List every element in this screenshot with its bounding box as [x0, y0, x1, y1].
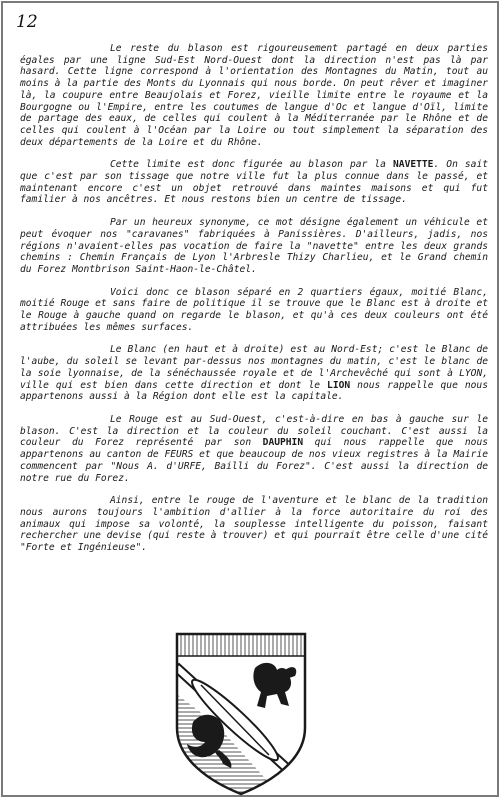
page-frame [1, 1, 499, 797]
shield-icon [171, 630, 311, 796]
paragraph-5: Le Blanc (en haut et à droite) est au Nord-Est; c'est le Blanc de l'aube, du soleil se levant par-dessus nos montagnes du matin, c'est le blanc de la soie lyonnaise, de la sénéchaussée royale et de l'Archevêché qui sont à LYON, ville qui est bien dans cette direction et dont le LION nous rappelle que nous appartenons aussi à la Région dont elle est la capitale. [20, 344, 488, 403]
paragraph-1: Le reste du blason est rigoureusement partagé en deux parties égales par une ligne Sud-Est Nord-Ouest dont la direction n'est pas là par hasard. Cette ligne correspond à l'orientation des Montagnes du Matin, tout au moins à la partie des Monts du Lyonnais qui nous borde. On peut rêver et imaginer là, la coupure entre Beaujolais et Forez, vieille limite entre le royaume et la Bourgogne ou l'Empire, entre les coutumes de langue d'Oc et langue d'Oïl, limite de partage des eaux, de celles qui coulent à la Méditerranée par le Rhône et de celles qui coulent à l'Océan par la Loire ou tout simplement la séparation des deux départements de la Loire et du Rhône. [20, 43, 488, 148]
paragraph-6: Le Rouge est au Sud-Ouest, c'est-à-dire en bas à gauche sur le blason. C'est la direction et la couleur du soleil couchant. C'est aussi la couleur du Forez représenté par son DAUPHIN qui nous rappelle que nous appartenons au canton de FEURS et que beaucoup de nos vieux registres à la Mairie commencent par "Nous A. d'URFE, Bailli du Forez". C'est aussi la direction de notre rue du Forez. [20, 413, 489, 484]
paragraph-7: Ainsi, entre le rouge de l'aventure et le blanc de la tradition nous aurons toujours l'ambition d'allier à la force autoritaire du roi des animaux qui impose sa volonté, la souplesse intelligente du poisson, faisant rechercher une devise (qui reste à trouver) et qui pourrait être celle d'une cité "Forte et Ingénieuse". [20, 495, 488, 554]
page-number: 12 [16, 12, 38, 32]
paragraph-2: Cette limite est donc figurée au blason par la NAVETTE. On sait que c'est par son tissage que notre ville fut la plus connue dans le passé, et maintenant encore c'est un objet retrouvé dans maintes maisons et qui fut familier à nos ancêtres. Et nous restons bien un centre de tissage. [20, 159, 489, 206]
paragraph-4: Voici donc ce blason séparé en 2 quartiers égaux, moitié Blanc, moitié Rouge et sans faire de politique il se trouve que le Blanc est à droite et le Rouge à gauche quand on regarde le blason, et qu'à ces deux couleurs ont été attribuées les mêmes surfaces. [20, 286, 488, 333]
body-text [20, 43, 488, 565]
paragraph-3: Par un heureux synonyme, ce mot désigne également un véhicule et peut évoquer nos "caravanes" fabriquées à Panissières. D'ailleurs, jadis, nos régions n'avaient-elles pas vocation de faire la "navette" entre les deux grands chemins : Chemin Français de Lyon l'Arbresle Thizy Charlieu, et le Grand chemin du Forez Montbrison Saint-Haon-le-Châtel. [20, 217, 488, 275]
coat-of-arms-image [171, 630, 311, 796]
